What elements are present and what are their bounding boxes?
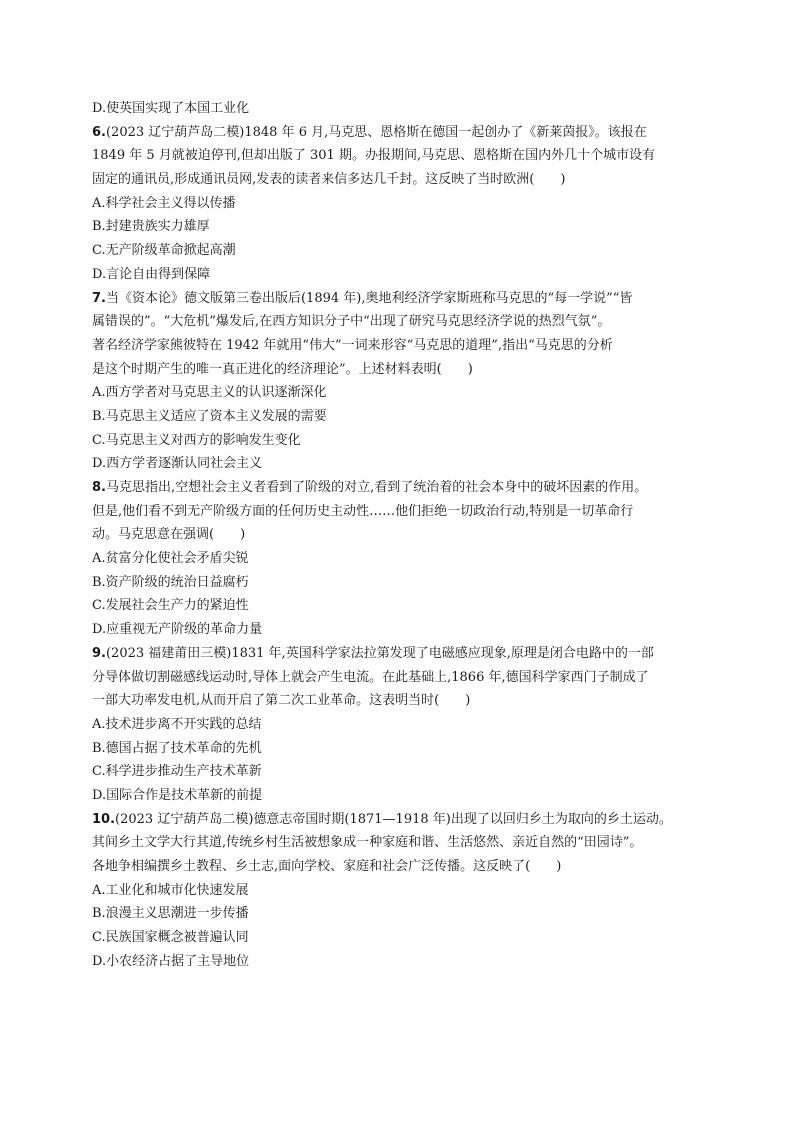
question-text: (2023 辽宁葫芦岛二模)德意志帝国时期(1871—1918 年)出现了以回归乡土为取向的乡土运动。 bbox=[115, 811, 672, 827]
option-d: D.国际合作是技术革新的前提 bbox=[92, 787, 263, 803]
question-stem-line bbox=[92, 121, 722, 145]
question-10 bbox=[92, 808, 722, 974]
question-stem-line bbox=[92, 642, 722, 666]
option-a: A.贫富分化使社会矛盾尖锐 bbox=[92, 551, 249, 567]
question-text: (2023 福建莆田三模)1831 年,英国科学家法拉第发现了电磁感应现象,原理是闭合电路中的一部 bbox=[105, 645, 654, 661]
question-number: 7. bbox=[92, 290, 106, 306]
question-stem-line: 动。马克思意在强调( ) bbox=[92, 527, 246, 543]
exam-page bbox=[92, 97, 722, 973]
question-stem-line: 一部大功率发电机,从而开启了第二次工业革命。这表明当时( ) bbox=[92, 693, 471, 709]
question-stem-line: 各地争相编撰乡土教程、乡土志,面向学校、家庭和社会广泛传播。这反映了( ) bbox=[92, 859, 562, 874]
question-number: 10. bbox=[92, 811, 116, 827]
option-b: B.封建贵族实力雄厚 bbox=[92, 219, 210, 235]
question-text: (2023 辽宁葫芦岛二模)1848 年 6 月,马克思、恩格斯在德国一起创办了《新莱茵报》。该报在 bbox=[105, 124, 647, 140]
question-7 bbox=[92, 287, 722, 477]
question-6 bbox=[92, 121, 722, 287]
question-stem-line bbox=[92, 287, 722, 311]
option-c: C.发展社会生产力的紧迫性 bbox=[92, 598, 249, 614]
option-a: A.科学社会主义得以传播 bbox=[92, 195, 236, 211]
question-stem-line: 著名经济学家熊彼特在 1942 年就用“伟大”一词来形容“马克思的道理”,指出“马克思的分析 bbox=[92, 337, 613, 353]
option-d: D.应重视无产阶级的革命力量 bbox=[92, 622, 263, 638]
question-stem-line: 是这个时期产生的唯一真正进化的经济理论”。上述材料表明( ) bbox=[92, 361, 473, 377]
option-b: B.德国占据了技术革命的先机 bbox=[92, 740, 262, 756]
option-c: C.马克思主义对西方的影响发生变化 bbox=[92, 432, 301, 448]
question-text: 马克思指出,空想社会主义者看到了阶级的对立,看到了统治着的社会本身中的破坏因素的作用。 bbox=[105, 480, 648, 495]
question-stem-line: 其间乡土文学大行其道,传统乡村生活被想象成一种家庭和谐、生活悠然、亲近自然的“田园诗”。 bbox=[92, 835, 643, 851]
option-d: D.小农经济占据了主导地位 bbox=[92, 953, 250, 969]
question-stem-line: 分导体做切割磁感线运动时,导体上就会产生电流。在此基础上,1866 年,德国科学家西门子制成了 bbox=[92, 669, 649, 685]
option-d: D.西方学者逐渐认同社会主义 bbox=[92, 456, 263, 472]
prev-question-option-d: D.使英国实现了本国工业化 bbox=[92, 101, 250, 116]
option-d: D.言论自由得到保障 bbox=[92, 266, 211, 282]
option-c: C.科学进步推动生产技术革新 bbox=[92, 764, 262, 780]
option-b: B.马克思主义适应了资本主义发展的需要 bbox=[92, 408, 327, 424]
question-number: 6. bbox=[92, 124, 106, 140]
option-c: C.民族国家概念被普遍认同 bbox=[92, 930, 249, 946]
question-stem-line: 1849 年 5 月就被迫停刊,但却出版了 301 期。办报期间,马克思、恩格斯在国内外几十个城市设有 bbox=[92, 148, 656, 164]
option-c: C.无产阶级革命掀起高潮 bbox=[92, 243, 236, 259]
option-b: B.资产阶级的统治日益腐朽 bbox=[92, 574, 249, 590]
question-stem-line bbox=[92, 808, 722, 832]
question-number: 8. bbox=[92, 480, 106, 495]
question-8 bbox=[92, 476, 722, 642]
question-stem-line: 属错误的”。“大危机”爆发后,在西方知识分子中“出现了研究马克思经济学说的热烈气氛”。 bbox=[92, 314, 611, 330]
question-number: 9. bbox=[92, 645, 106, 661]
question-9 bbox=[92, 642, 722, 808]
question-stem-line: 但是,他们看不到无产阶级方面的任何历史主动性……他们拒绝一切政治行动,特别是一切革命行 bbox=[92, 503, 634, 519]
question-stem-line bbox=[92, 476, 722, 500]
question-stem-line: 固定的通讯员,形成通讯员网,发表的读者来信多达几千封。这反映了当时欧洲( ) bbox=[92, 172, 566, 188]
option-a: A.工业化和城市化快速发展 bbox=[92, 882, 249, 898]
option-b: B.浪漫主义思潮进一步传播 bbox=[92, 906, 249, 922]
option-a: A.西方学者对马克思主义的认识逐渐深化 bbox=[92, 385, 327, 401]
option-a: A.技术进步离不开实践的总结 bbox=[92, 716, 262, 732]
question-text: 当《资本论》德文版第三卷出版后(1894 年),奥地利经济学家斯班称马克思的“每一学说”“皆 bbox=[105, 290, 633, 306]
